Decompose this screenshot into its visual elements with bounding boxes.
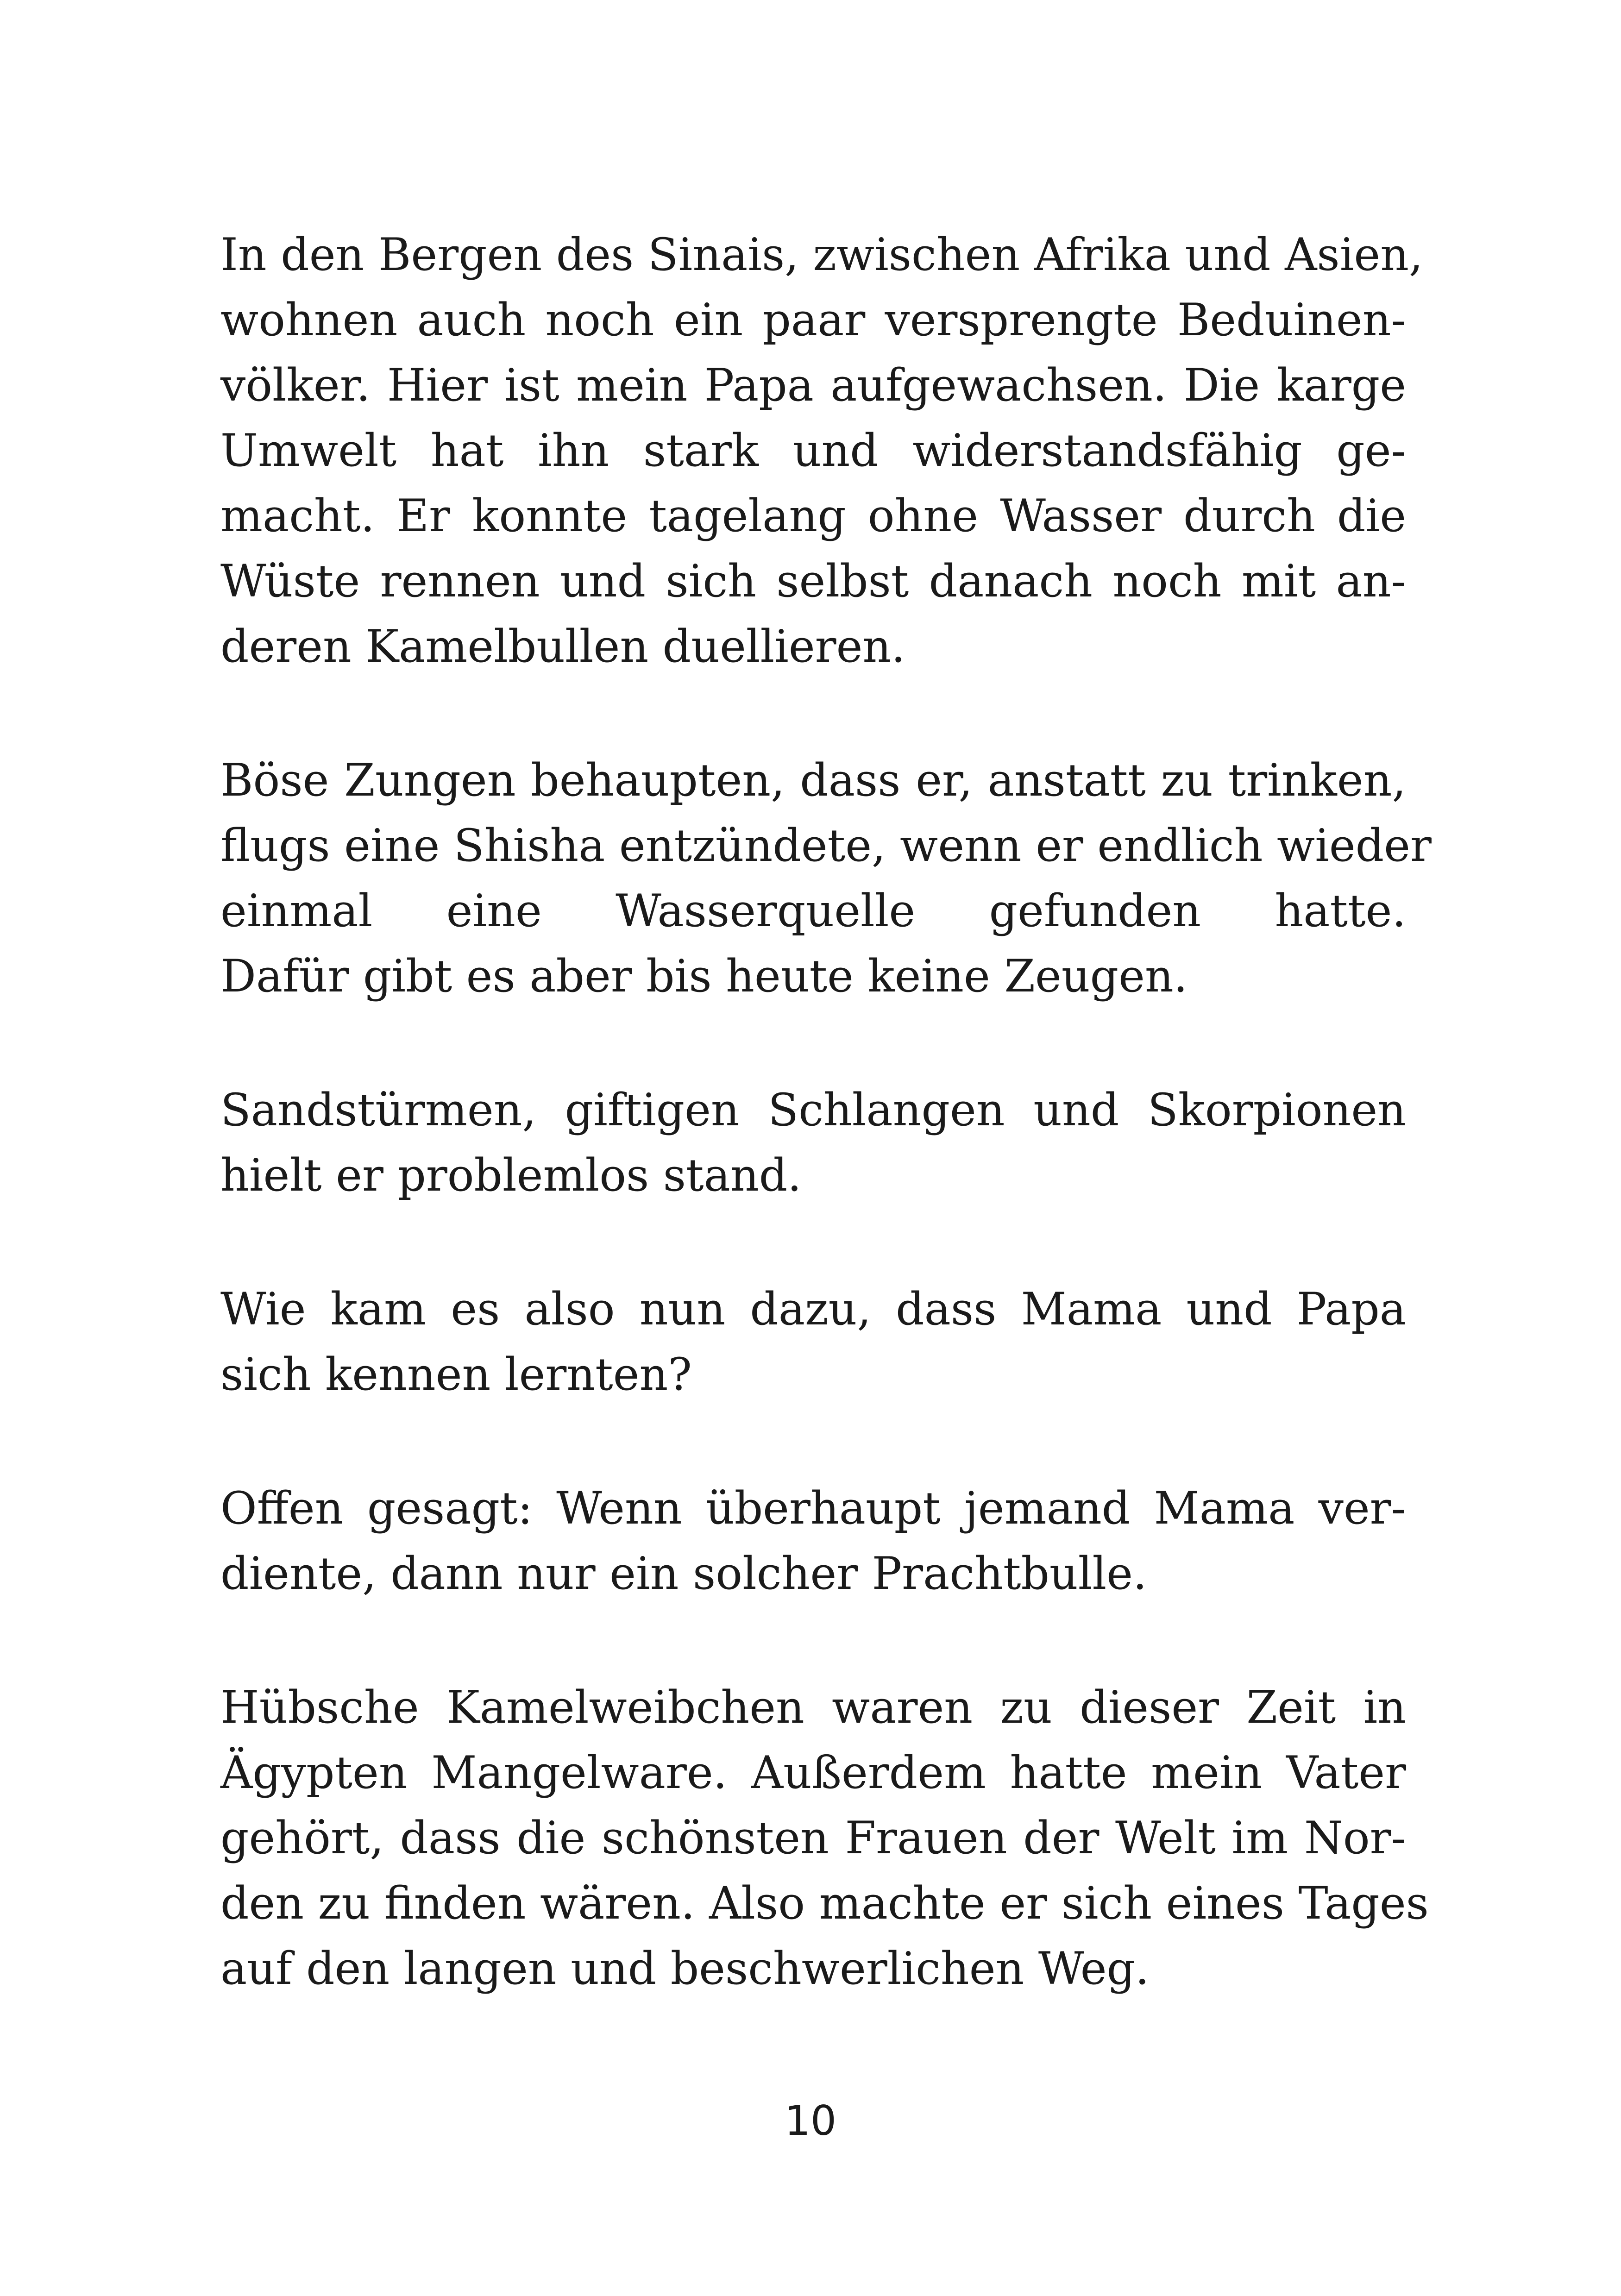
body-text (220, 222, 1432, 2070)
page-number: 10 (785, 2097, 836, 2145)
paragraph-5 (220, 1476, 1406, 1606)
text-line: Wüste rennen und sich selbst danach noch mit an- (220, 555, 1406, 607)
paragraph-3 (220, 1078, 1406, 1208)
text-line: Sandstürmen, giftigen Schlangen und Skorpionen (220, 1084, 1406, 1136)
text-line: hielt er problemlos stand. (220, 1149, 802, 1201)
text-line: einmal eine Wasserquelle gefunden hatte. (220, 885, 1406, 937)
text-line: Wie kam es also nun dazu, dass Mama und Papa (220, 1283, 1406, 1335)
text-line: Offen gesagt: Wenn überhaupt jemand Mama ver- (220, 1482, 1406, 1534)
text-line: wohnen auch noch ein paar versprengte Beduinen- (220, 294, 1406, 346)
paragraph-1 (220, 222, 1423, 679)
text-line: Ägypten Mangelware. Außerdem hatte mein Vater (220, 1747, 1406, 1799)
paragraph-6 (220, 1675, 1429, 2001)
text-line: sich kennen lernten? (220, 1349, 692, 1400)
text-line: Böse Zungen behaupten, dass er, anstatt zu trinken, (220, 754, 1406, 806)
text-line: völker. Hier ist mein Papa aufgewachsen. Die karge (220, 359, 1406, 411)
paragraph-4 (220, 1277, 1406, 1407)
text-line: flugs eine Shisha entzündete, wenn er endlich wieder (220, 820, 1432, 872)
text-line: Dafür gibt es aber bis heute keine Zeugen. (220, 950, 1188, 1002)
text-line: deren Kamelbullen duellieren. (220, 621, 905, 672)
text-line: gehört, dass die schönsten Frauen der Welt im Nor- (220, 1812, 1406, 1864)
paragraph-2 (220, 748, 1432, 1009)
text-line: auf den langen und beschwerlichen Weg. (220, 1943, 1150, 1995)
text-line: In den Bergen des Sinais, zwischen Afrika und Asien, (220, 229, 1423, 281)
text-line: Hübsche Kamelweibchen waren zu dieser Zeit in (220, 1681, 1406, 1733)
text-line: diente, dann nur ein solcher Prachtbulle. (220, 1548, 1147, 1600)
text-line: Umwelt hat ihn stark und widerstandsfähig ge- (220, 425, 1406, 477)
text-line: den zu finden wären. Also machte er sich eines Tages (220, 1877, 1429, 1929)
text-line: macht. Er konnte tagelang ohne Wasser durch die (220, 490, 1406, 542)
